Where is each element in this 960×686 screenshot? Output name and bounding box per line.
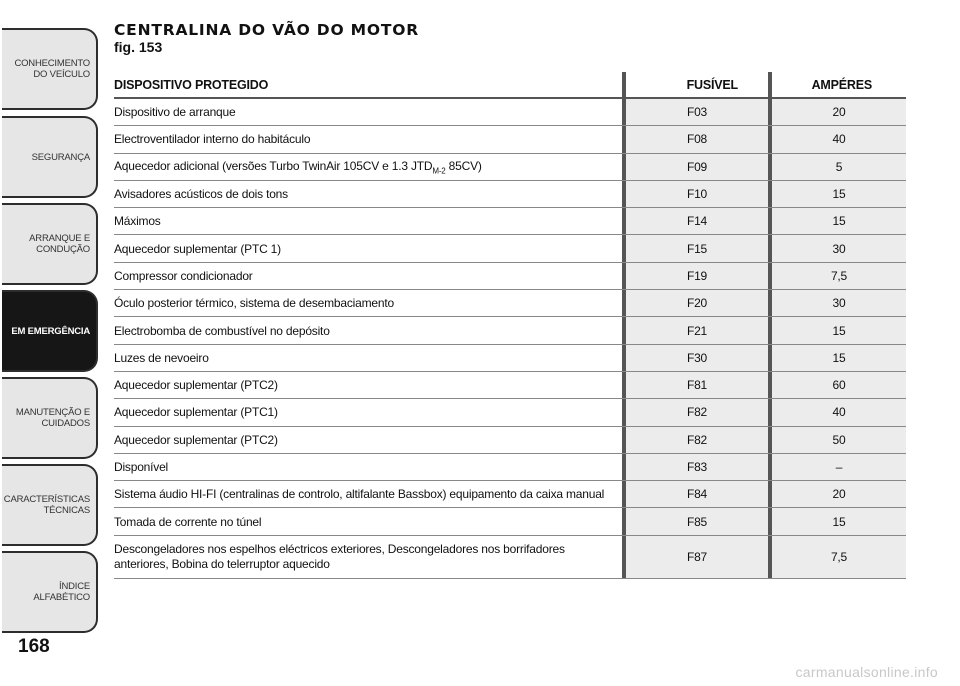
cell-amps: – bbox=[768, 454, 906, 480]
cell-amps: 7,5 bbox=[768, 536, 906, 578]
table-row bbox=[114, 372, 906, 399]
tab-conhecimento-do-veiculo[interactable] bbox=[2, 28, 98, 110]
cell-fuse: F82 bbox=[622, 399, 768, 425]
cell-amps: 20 bbox=[768, 481, 906, 507]
cell-device bbox=[114, 214, 622, 228]
device-text: Avisadores acústicos de dois tons bbox=[114, 187, 288, 202]
cell-amps: 40 bbox=[768, 126, 906, 152]
cell-fuse: F14 bbox=[622, 208, 768, 234]
cell-device bbox=[114, 187, 622, 201]
cell-device bbox=[114, 269, 622, 283]
cell-amps: 20 bbox=[768, 99, 906, 125]
cell-fuse: F87 bbox=[622, 536, 768, 578]
cell-device bbox=[114, 105, 622, 119]
cell-fuse: F21 bbox=[622, 317, 768, 343]
table-row bbox=[114, 317, 906, 344]
table-row bbox=[114, 345, 906, 372]
tab-label: SEGURANÇA bbox=[31, 151, 90, 163]
cell-device bbox=[114, 460, 622, 474]
tab-label: ÍNDICE ALFABÉTICO bbox=[33, 581, 90, 603]
cell-device bbox=[114, 296, 622, 310]
cell-device bbox=[114, 433, 622, 447]
column-header-fuse bbox=[622, 72, 768, 97]
cell-device bbox=[114, 487, 622, 501]
table-row bbox=[114, 181, 906, 208]
cell-fuse: F85 bbox=[622, 508, 768, 534]
watermark: carmanualsonline.info bbox=[795, 664, 938, 680]
cell-amps: 30 bbox=[768, 235, 906, 261]
cell-device bbox=[114, 242, 622, 256]
cell-fuse: F15 bbox=[622, 235, 768, 261]
cell-device bbox=[114, 515, 622, 529]
tab-label: ARRANQUE E CONDUÇÃO bbox=[29, 233, 90, 255]
device-text: Aquecedor suplementar (PTC2) bbox=[114, 378, 278, 393]
cell-fuse: F20 bbox=[622, 290, 768, 316]
device-text: Sistema áudio HI-FI (centralinas de controlo, altifalante Bassbox) equipamento da caixa manual bbox=[114, 487, 605, 502]
device-text: Aquecedor suplementar (PTC1) bbox=[114, 405, 278, 420]
table-row bbox=[114, 99, 906, 126]
cell-device bbox=[114, 351, 622, 365]
column-header-amps-label: AMPÉRES bbox=[811, 77, 872, 92]
cell-fuse: F30 bbox=[622, 345, 768, 371]
table-row bbox=[114, 508, 906, 535]
cell-amps: 7,5 bbox=[768, 263, 906, 289]
cell-amps: 5 bbox=[768, 154, 906, 180]
table-row bbox=[114, 290, 906, 317]
column-header-amps bbox=[768, 72, 906, 97]
tab-caracteristicas-tecnicas[interactable] bbox=[2, 464, 98, 546]
tab-seguranca[interactable] bbox=[2, 116, 98, 198]
tab-manutencao-e-cuidados[interactable] bbox=[2, 377, 98, 459]
device-text: Disponível bbox=[114, 460, 169, 474]
cell-fuse: F19 bbox=[622, 263, 768, 289]
cell-device bbox=[114, 324, 622, 338]
tab-em-emergencia[interactable] bbox=[2, 290, 98, 372]
device-text: Aquecedor suplementar (PTC 1) bbox=[114, 241, 281, 256]
cell-amps: 15 bbox=[768, 317, 906, 343]
cell-device bbox=[114, 405, 622, 419]
cell-amps: 30 bbox=[768, 290, 906, 316]
cell-fuse: F82 bbox=[622, 427, 768, 453]
device-text: Electrobomba de combustível no depósito bbox=[114, 323, 330, 338]
table-header bbox=[114, 72, 906, 99]
device-subscript: M-2 bbox=[432, 165, 446, 175]
cell-fuse: F10 bbox=[622, 181, 768, 207]
table-row bbox=[114, 126, 906, 153]
cell-amps: 40 bbox=[768, 399, 906, 425]
tab-label: CONHECIMENTO DO VEÍCULO bbox=[14, 58, 90, 80]
cell-device bbox=[114, 378, 622, 392]
cell-fuse: F03 bbox=[622, 99, 768, 125]
cell-device bbox=[114, 159, 622, 175]
tab-label: MANUTENÇÃO E CUIDADOS bbox=[15, 407, 90, 429]
table-row bbox=[114, 481, 906, 508]
table-row bbox=[114, 399, 906, 426]
device-text: Aquecedor suplementar (PTC2) bbox=[114, 432, 278, 447]
cell-amps: 15 bbox=[768, 208, 906, 234]
section-sidebar bbox=[0, 0, 100, 686]
tab-indice-alfabetico[interactable] bbox=[2, 551, 98, 633]
device-text: Descongeladores nos espelhos eléctricos exteriores, Descongeladores nos borrifadores anteriores, Bobina do telerruptor aquecido bbox=[114, 541, 565, 571]
device-text: Óculo posterior térmico, sistema de desembaciamento bbox=[114, 296, 394, 311]
cell-amps: 50 bbox=[768, 427, 906, 453]
table-row bbox=[114, 235, 906, 262]
device-text: Compressor condicionador bbox=[114, 268, 253, 283]
cell-device bbox=[114, 132, 622, 146]
cell-fuse: F08 bbox=[622, 126, 768, 152]
fuse-table bbox=[114, 72, 906, 579]
tab-arranque-e-conducao[interactable] bbox=[2, 203, 98, 285]
table-body bbox=[114, 99, 906, 579]
device-text: Máximos bbox=[114, 214, 161, 229]
figure-reference: fig. 153 bbox=[114, 39, 163, 55]
table-row bbox=[114, 208, 906, 235]
column-header-device: DISPOSITIVO PROTEGIDO bbox=[114, 77, 269, 92]
tab-label: EM EMERGÊNCIA bbox=[11, 325, 90, 337]
cell-amps: 60 bbox=[768, 372, 906, 398]
cell-device bbox=[114, 542, 622, 572]
table-row bbox=[114, 427, 906, 454]
section-title: CENTRALINA DO VÃO DO MOTOR bbox=[114, 21, 419, 39]
device-text: Luzes de nevoeiro bbox=[114, 350, 209, 365]
table-row bbox=[114, 536, 906, 579]
cell-fuse: F81 bbox=[622, 372, 768, 398]
tab-label: CARACTERÍSTICAS TÉCNICAS bbox=[3, 494, 90, 516]
cell-fuse: F83 bbox=[622, 454, 768, 480]
cell-amps: 15 bbox=[768, 508, 906, 534]
device-text: Dispositivo de arranque bbox=[114, 105, 236, 120]
table-row bbox=[114, 263, 906, 290]
page-number: 168 bbox=[18, 636, 50, 657]
device-text: Electroventilador interno do habitáculo bbox=[114, 132, 311, 147]
table-row bbox=[114, 454, 906, 481]
cell-fuse: F09 bbox=[622, 154, 768, 180]
table-row bbox=[114, 154, 906, 181]
device-text-tail: 85CV) bbox=[445, 158, 482, 173]
column-header-fuse-label: FUSÍVEL bbox=[686, 77, 738, 92]
cell-amps: 15 bbox=[768, 345, 906, 371]
device-text: Aquecedor adicional (versões Turbo TwinAir 105CV e 1.3 JTD bbox=[114, 158, 433, 173]
device-text: Tomada de corrente no túnel bbox=[114, 514, 262, 529]
cell-amps: 15 bbox=[768, 181, 906, 207]
cell-fuse: F84 bbox=[622, 481, 768, 507]
